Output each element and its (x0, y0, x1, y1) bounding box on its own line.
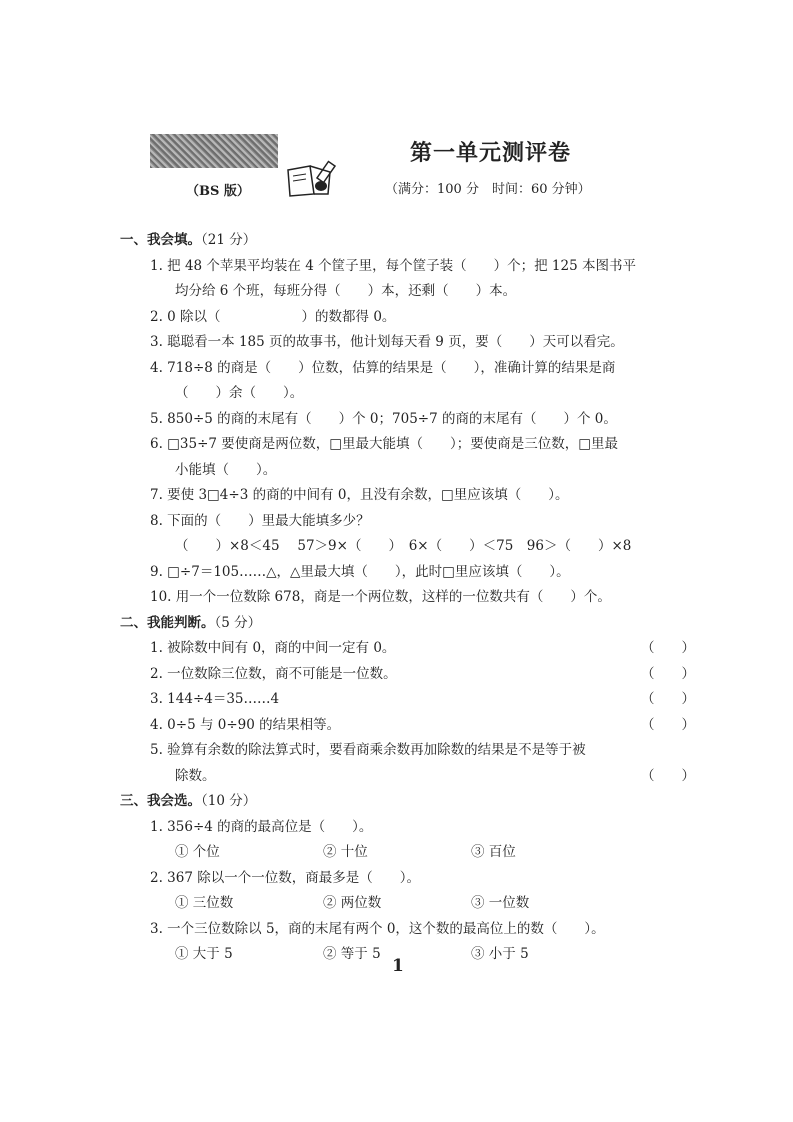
question-line: 1. 把 48 个苹果平均装在 4 个筐子里，每个筐子装（ ）个；把 125 本图书平 (150, 257, 636, 274)
answer-box[interactable]: （ ） (641, 767, 695, 784)
judge-item: 3. 144÷4＝35……4 （ ） (120, 687, 695, 713)
option[interactable]: ③ 百位 (471, 844, 516, 860)
question-line: （ ）余（ ）。 (175, 385, 304, 401)
choice-options (120, 840, 695, 866)
question-line: （ ）×8＜45 57＞9×（ ） 6×（ ）＜75 96＞（ ）×8 (175, 538, 632, 554)
choice-question: 3. 一个三位数除以 5，商的末尾有两个 0，这个数的最高位上的数（ ）。 (150, 920, 605, 937)
section-heading: 二、我能判断。（5 分） (120, 614, 262, 631)
page-number: 1 (392, 956, 404, 976)
score-time-info: （满分：100 分 时间：60 分钟） (385, 182, 591, 197)
option[interactable]: ① 个位 (175, 844, 220, 860)
question-line: 8. 下面的（ ）里最大能填多少？ (150, 512, 370, 529)
option[interactable]: ③ 小于 5 (471, 946, 529, 962)
choice-options (120, 942, 695, 968)
section-heading: 三、我会选。（10 分） (120, 793, 257, 809)
choice-question: 2. 367 除以一个一位数，商最多是（ ）。 (150, 869, 420, 886)
exam-body (120, 228, 695, 968)
question-line: 5. 850÷5 的商的末尾有（ ）个 0；705÷7 的商的末尾有（ ）个 0。 (150, 410, 617, 427)
page-title: 第一单元测评卷 (410, 140, 572, 166)
option[interactable]: ② 两位数 (323, 895, 382, 911)
option[interactable]: ① 三位数 (175, 895, 234, 911)
question-line: 10. 用一个一位数除 678，商是一个两位数，这样的一位数共有（ ）个。 (150, 589, 611, 605)
judge-item: 除数。 （ ） (120, 764, 695, 790)
choice-question: 1. 356÷4 的商的最高位是（ ）。 (150, 818, 373, 835)
choice-options (120, 891, 695, 917)
question-line: 均分给 6 个班，每班分得（ ）本，还剩（ ）本。 (175, 283, 517, 299)
answer-box[interactable]: （ ） (641, 640, 695, 656)
question-line: 9. □÷7＝105……△，△里最大填（ ），此时□里应该填（ ）。 (150, 563, 570, 580)
book-illustration-icon (284, 158, 342, 198)
judge-item: 4. 0÷5 与 0÷90 的结果相等。 （ ） (120, 713, 695, 739)
question-line: 7. 要使 3□4÷3 的商的中间有 0，且没有余数，□里应该填（ ）。 (150, 487, 569, 503)
judge-item: 2. 一位数除三位数，商不可能是一位数。 （ ） (120, 662, 695, 688)
answer-box[interactable]: （ ） (641, 716, 695, 733)
answer-box[interactable]: （ ） (641, 691, 695, 707)
question-line: 3. 聪聪看一本 185 页的故事书，他计划每天看 9 页，要（ ）天可以看完。 (150, 334, 624, 350)
option[interactable]: ① 大于 5 (175, 946, 233, 962)
answer-box[interactable]: （ ） (641, 665, 695, 682)
publisher-logo (150, 134, 278, 168)
judge-item: 5. 验算有余数的除法算式时，要看商乘余数再加除数的结果是不是等于被 (150, 742, 586, 758)
question-line: 2. 0 除以（ ）的数都得 0。 (150, 308, 396, 325)
option[interactable]: ③ 一位数 (471, 895, 530, 911)
section-heading: 一、我会填。（21 分） (120, 232, 257, 248)
edition-label: （BS 版） (186, 184, 250, 199)
judge-item: 1. 被除数中间有 0，商的中间一定有 0。 （ ） (120, 636, 695, 662)
question-line: 小能填（ ）。 (175, 461, 277, 478)
question-line: 6. □35÷7 要使商是两位数，□里最大能填（ ）；要使商是三位数，□里最 (150, 436, 619, 452)
option[interactable]: ② 等于 5 (323, 946, 381, 962)
option[interactable]: ② 十位 (323, 844, 368, 860)
question-line: 4. 718÷8 的商是（ ）位数，估算的结果是（ ），准确计算的结果是商 (150, 359, 616, 376)
